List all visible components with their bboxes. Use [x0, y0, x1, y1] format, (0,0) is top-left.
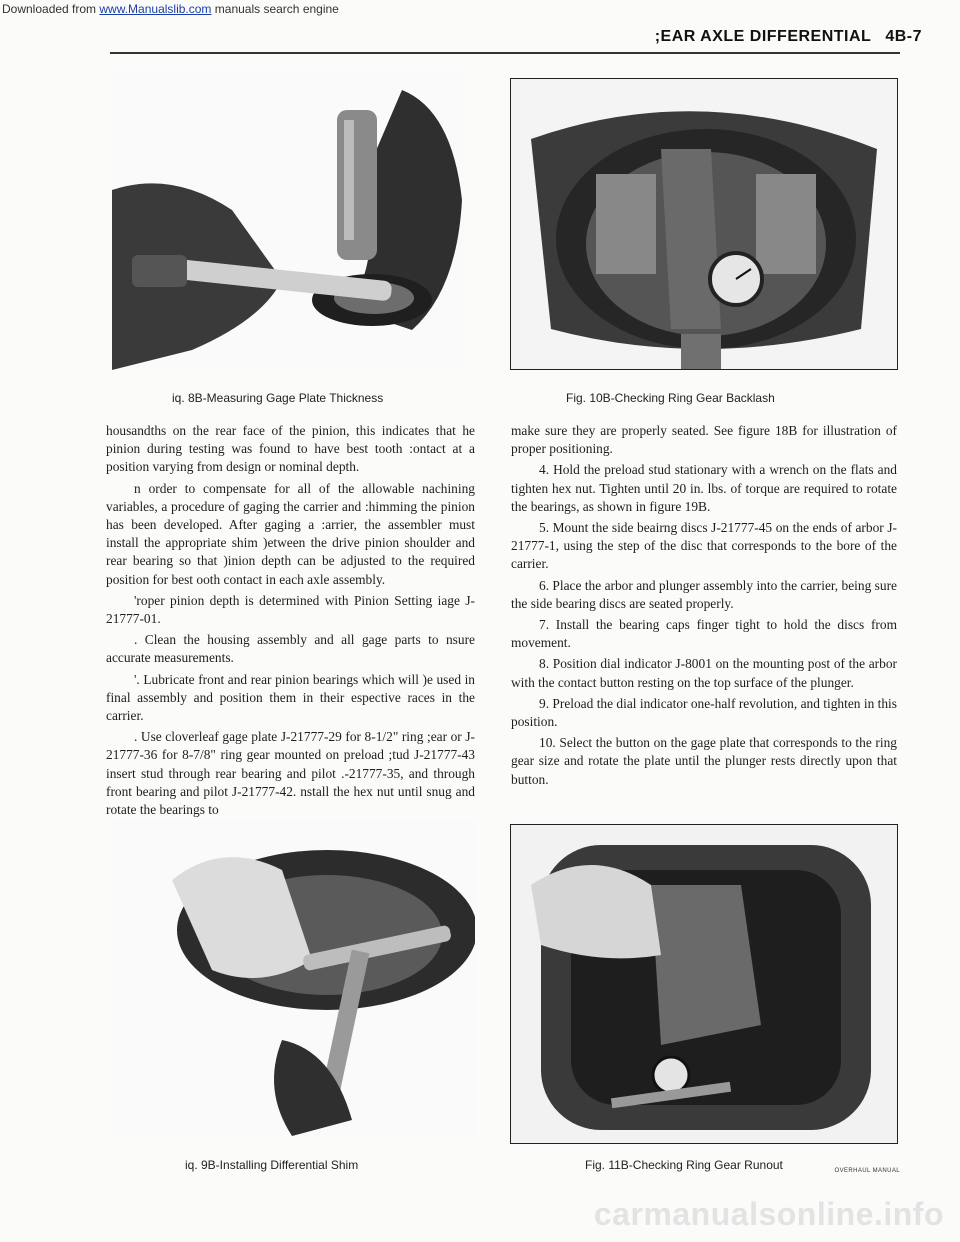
- page-number: 4B-7: [885, 28, 922, 45]
- figure-10b-caption: Fig. 10B-Checking Ring Gear Backlash: [566, 391, 775, 405]
- left-paragraph-2: n order to compensate for all of the allowable nachining variables, a procedure of gaging the carrier and :himming the pinion has been developed. After gaging a :arrier, the assembler must install the appropriate shim )etween the drive pinion shoulder and rear bearing so that )inion depth can be adjusted to the required position for best ooth contact in each axle assembly.: [106, 480, 475, 587]
- figure-9b-caption: iq. 9B-Installing Differential Shim: [185, 1158, 359, 1172]
- banner-suffix: manuals search engine: [211, 2, 339, 16]
- right-paragraph-2: 4. Hold the preload stud stationary with a wrench on the flats and tighten hex nut. Tighten until 20 in. lbs. of torque are required to rotate the bearings, as shown in figure 19B.: [511, 462, 897, 514]
- figure-11b-caption: Fig. 11B-Checking Ring Gear Runout: [585, 1158, 783, 1172]
- right-paragraph-3: 5. Mount the side beairng discs J-21777-45 on the ends of arbor J-21777-1, using the step of the disc that corresponds to the bore of the carrier.: [511, 520, 897, 572]
- right-paragraph-6: 8. Position dial indicator J-8001 on the mounting post of the arbor with the contact button resting on the top surface of the plunger.: [511, 656, 897, 690]
- right-text-column: [511, 422, 897, 792]
- left-paragraph-4: . Clean the housing assembly and all gage parts to nsure accurate measurements.: [106, 632, 475, 666]
- download-banner: [0, 0, 960, 22]
- figure-9b-photo: [112, 820, 475, 1136]
- figure-10b-photo: [510, 78, 898, 370]
- left-paragraph-1: housandths on the rear face of the pinion, this indicates that he pinion during testing was found to have best tooth :ontact at a position varying from design or nominal depth.: [106, 423, 475, 475]
- footer-mark: OVERHAUL MANUAL: [834, 1168, 900, 1174]
- right-paragraph-8: 10. Select the button on the gage plate that corresponds to the ring gear size and rotate the plate until the plunger rests directly upon that button.: [511, 735, 897, 787]
- site-watermark: carmanualsonline.info: [593, 1196, 944, 1232]
- banner-prefix: Downloaded from: [2, 2, 100, 16]
- right-paragraph-7: 9. Preload the dial indicator one-half revolution, and tighten in this position.: [511, 695, 897, 730]
- manualslib-link[interactable]: www.Manualslib.com: [99, 2, 212, 16]
- left-paragraph-5: '. Lubricate front and rear pinion bearings which will )e used in final assembly and position them in their espective races in the carrier.: [106, 671, 475, 724]
- right-paragraph-5: 7. Install the bearing caps finger tight to hold the discs from movement.: [511, 617, 897, 651]
- left-paragraph-6: . Use cloverleaf gage plate J-21777-29 for 8-1/2" ring ;ear or J-21777-36 for 8-7/8" ring gear mounted on preload ;tud J-21777-43 insert stud through rear bearing and pilot .-21777-35, and through front bearing and pilot J-21777-42. nstall the hex nut until snug and rotate the bearings to: [106, 729, 475, 818]
- section-title: ;EAR AXLE DIFFERENTIAL: [654, 28, 872, 45]
- figure-11b-photo: [510, 824, 898, 1144]
- right-paragraph-4: 6. Place the arbor and plunger assembly into the carrier, being sure the side bearing discs are seated properly.: [511, 577, 897, 611]
- running-header: [655, 28, 922, 46]
- header-rule: [110, 52, 900, 54]
- figure-8b-caption: iq. 8B-Measuring Gage Plate Thickness: [172, 391, 384, 405]
- right-paragraph-1: make sure they are properly seated. See figure 18B for illustration of proper positioning.: [511, 423, 897, 457]
- figure-8b-photo: [112, 70, 470, 370]
- left-paragraph-3: 'roper pinion depth is determined with Pinion Setting iage J-21777-01.: [106, 592, 475, 627]
- left-text-column: [106, 422, 475, 822]
